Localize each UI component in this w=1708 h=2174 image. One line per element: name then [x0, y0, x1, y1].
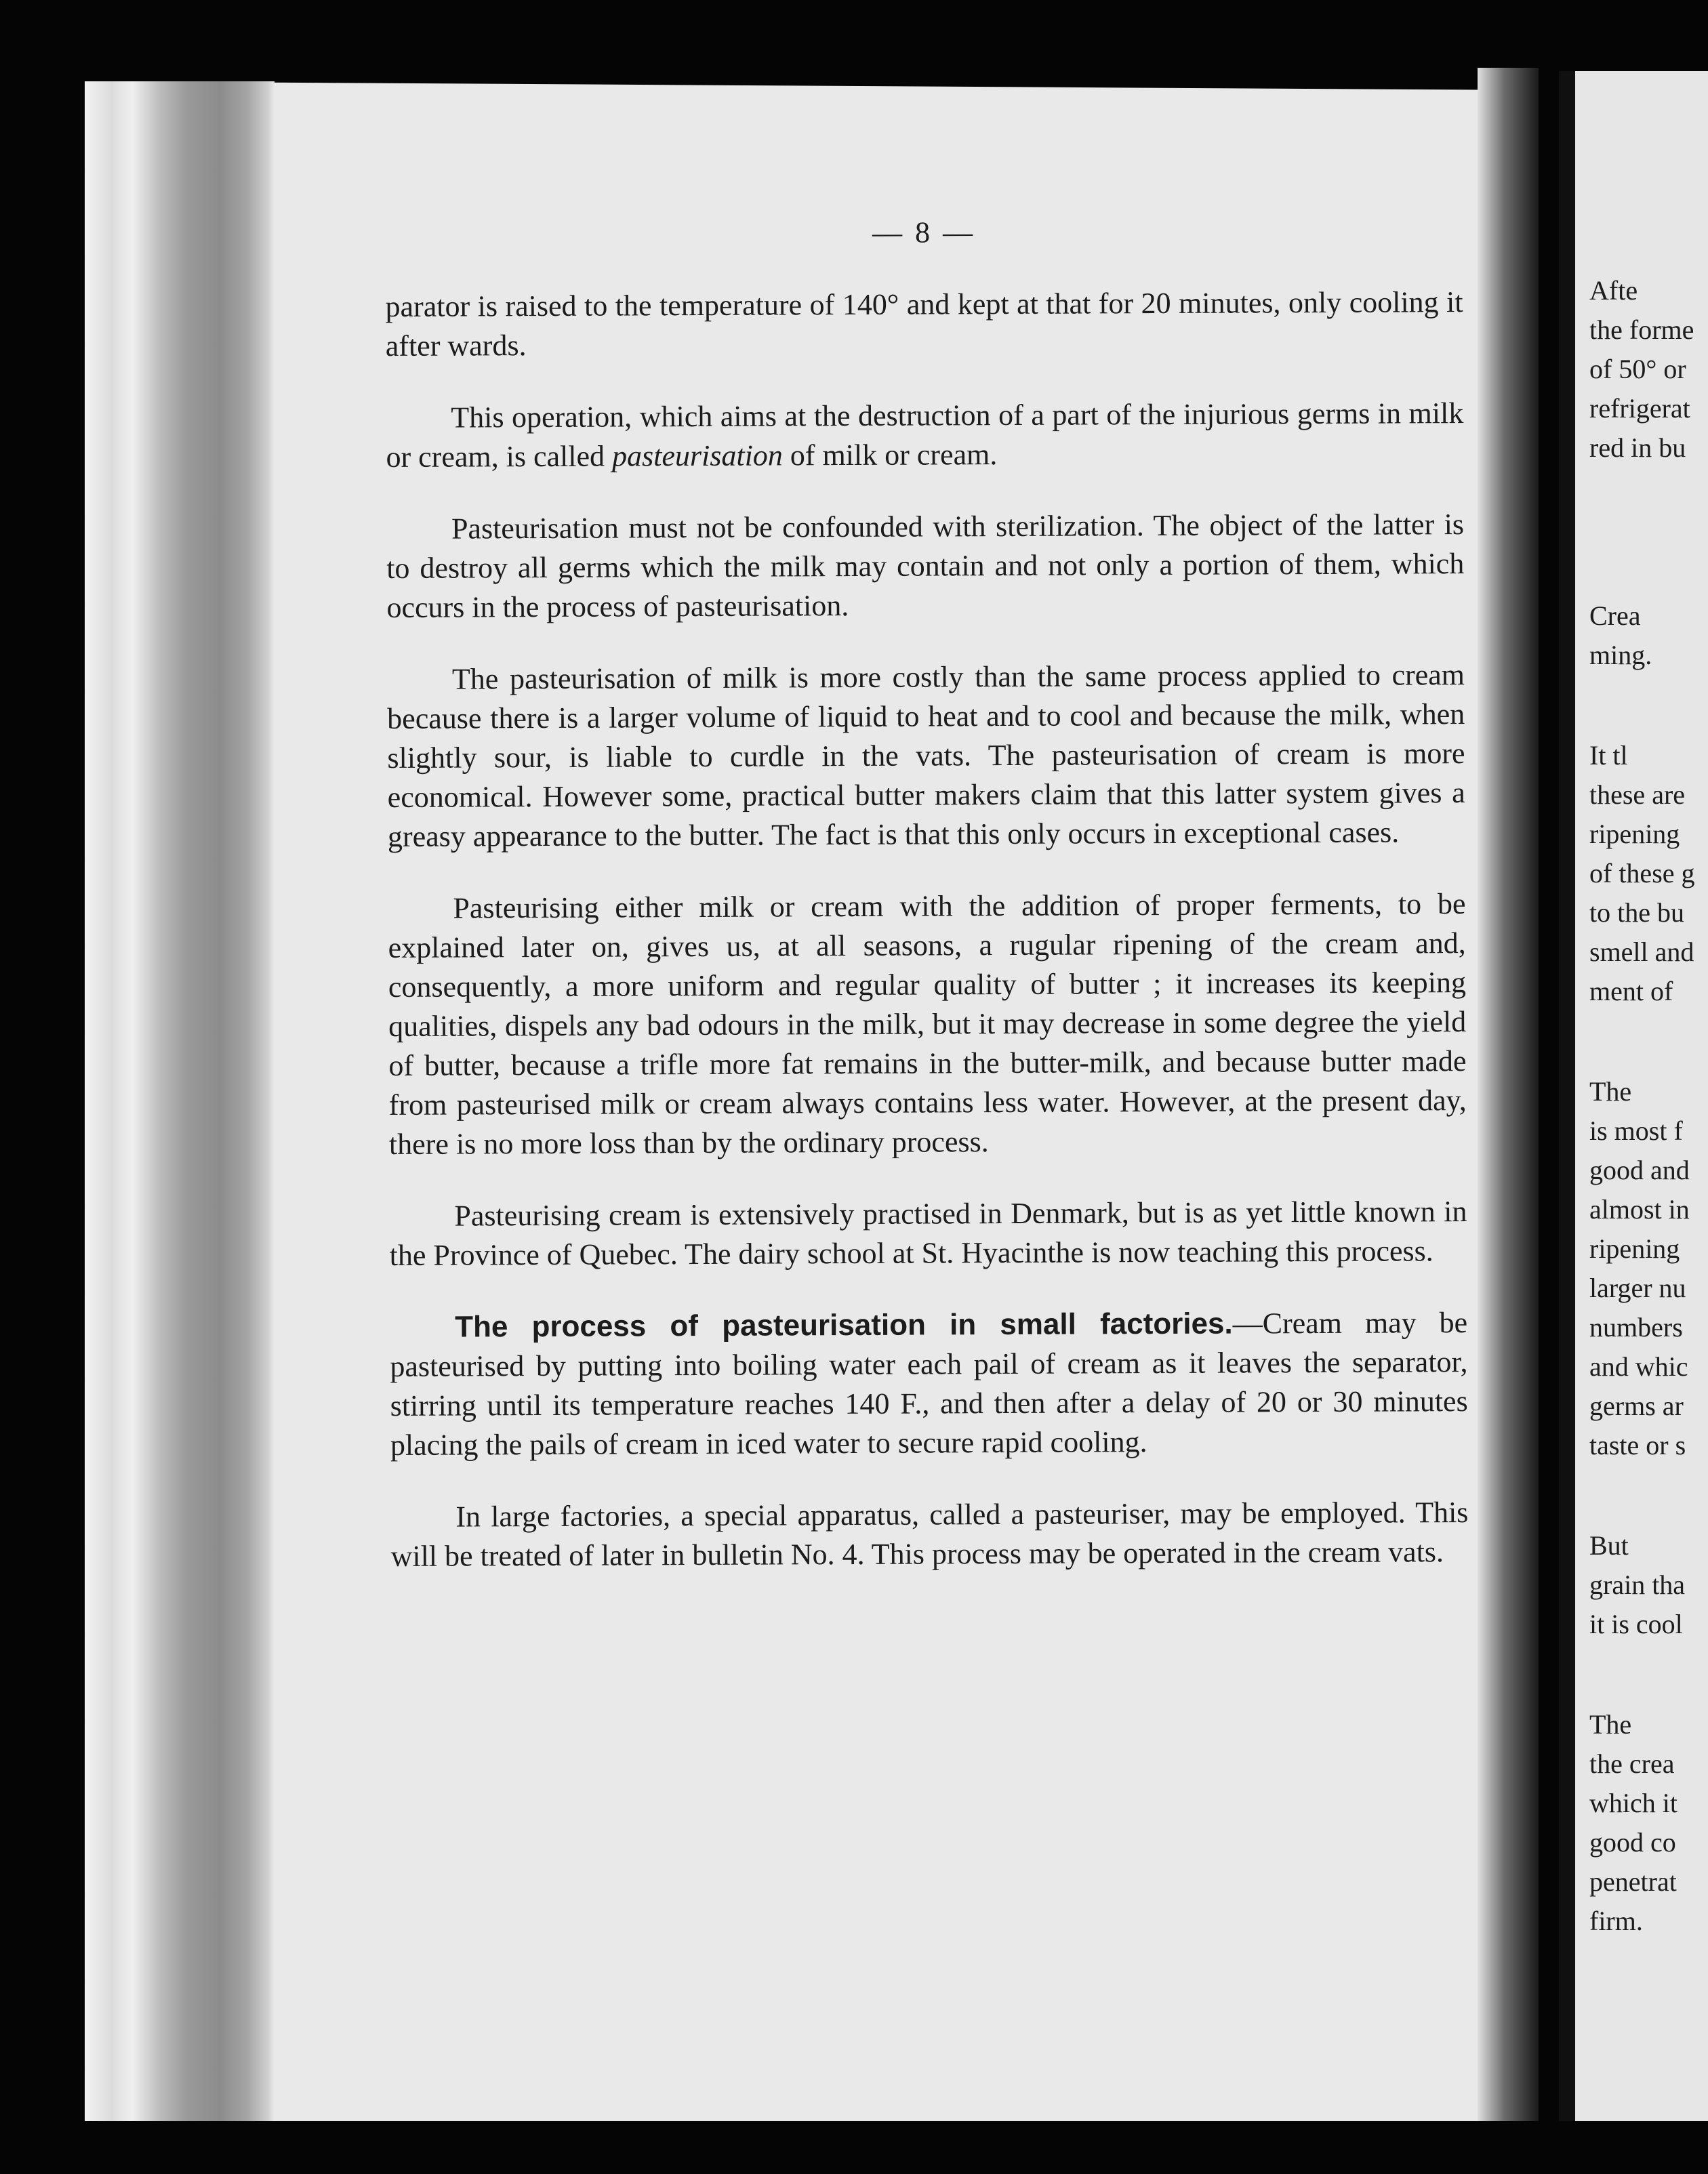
- right-line: ripening: [1589, 1233, 1680, 1264]
- right-line: and whic: [1589, 1351, 1688, 1382]
- right-page-text-fragment: [1589, 271, 1708, 1941]
- right-line: The: [1589, 1709, 1632, 1740]
- paragraph-4: The pasteurisation of milk is more costly than the same process applied to cream because there is a larger volume of liquid to heat and to cool and because the milk, when slightly sour, is liable to curdle in the vats. The pasteurisation of cream is more economical. However some, practical butter makers claim that this latter system gives a greasy appearance to the butter. The fact is that this only occurs in exceptional cases.: [387, 658, 1465, 853]
- page-number: — 8 —: [872, 216, 976, 249]
- right-line: taste or s: [1589, 1430, 1686, 1460]
- scan-border-top: [0, 0, 1708, 75]
- right-line: ripening: [1589, 819, 1680, 849]
- paragraph-7: [390, 1303, 1468, 1465]
- right-line: Afte: [1589, 275, 1638, 306]
- right-line: refrigerat: [1589, 393, 1690, 424]
- paragraph-7-body: —Cream may be pasteurised by putting into boiling water each pail of cream as it leaves the separator, stirring until its temperature reaches 140 F., and then after a delay of 20 or 30 minutes placing the pails of cream in iced water to secure rapid cooling.: [390, 1306, 1468, 1462]
- right-line: But: [1589, 1530, 1629, 1561]
- page-edge-stack: [85, 81, 274, 2121]
- right-line: good co: [1589, 1827, 1676, 1858]
- right-line: of 50° or: [1589, 354, 1686, 384]
- right-line: red in bu: [1589, 432, 1686, 463]
- right-line: which it: [1589, 1788, 1678, 1818]
- section-heading: The process of pasteurisation in small factories.: [455, 1307, 1233, 1344]
- right-line: It tl: [1589, 740, 1628, 771]
- paragraph-2: [386, 394, 1463, 477]
- paragraph-2-end: of milk or cream.: [782, 438, 998, 472]
- paragraph-6: Pasteurising cream is extensively practised in Denmark, but is as yet little known in the Province of Quebec. The dairy school at St. Hyacinthe is now teaching this process.: [389, 1195, 1467, 1272]
- right-line: it is cool: [1589, 1609, 1683, 1639]
- right-line: to the bu: [1589, 897, 1684, 928]
- right-line: larger nu: [1589, 1273, 1686, 1303]
- right-line: grain tha: [1589, 1570, 1686, 1600]
- paragraph-3: Pasteurisation must not be confounded with sterilization. The object of the latter is to destroy all germs which the milk may contain and not only a portion of them, which occurs in the process of pasteurisation.: [386, 508, 1465, 624]
- right-line: germs ar: [1589, 1391, 1684, 1421]
- scan-border-bottom: [0, 2121, 1708, 2174]
- paragraph-5: Pasteurising either milk or cream with the addition of proper ferments, to be explained later on, gives us, at all seasons, a rugular ripening of the cream and, consequently, a more uniform and regular quality of butter ; it increases its keeping qualities, dispels any bad odours in the milk, but it may decrease in some degree the yield of butter, because a trifle more fat remains in the butter-milk, and because butter made from pasteurised milk or cream always contains less water. However, at the present day, there is no more loss than by the ordinary process.: [388, 887, 1467, 1161]
- right-line: Crea: [1589, 600, 1641, 631]
- paragraph-2-start: This operation, which aims at the destruction of a part of the injurious germs in milk or cream, is called: [386, 396, 1464, 474]
- right-line: ming.: [1589, 640, 1652, 670]
- right-line: smell and: [1589, 937, 1694, 967]
- right-line: good and: [1589, 1155, 1690, 1185]
- paragraph-1: parator is raised to the temperature of 140° and kept at that for 20 minutes, only cooling it after wards.: [385, 285, 1463, 363]
- right-line: is most f: [1589, 1115, 1683, 1146]
- right-line: the crea: [1589, 1748, 1675, 1779]
- right-line: numbers: [1589, 1312, 1683, 1342]
- italic-term: pasteurisation: [611, 438, 783, 473]
- right-line: penetrat: [1589, 1866, 1677, 1897]
- right-line: firm.: [1589, 1906, 1643, 1936]
- right-line: of these g: [1589, 858, 1695, 888]
- right-line: almost in: [1589, 1194, 1690, 1225]
- left-page-text: [385, 211, 1469, 1609]
- right-line: ment of: [1589, 976, 1673, 1006]
- right-line: the forme: [1589, 314, 1694, 345]
- right-line: The: [1589, 1076, 1632, 1107]
- paragraph-8: In large factories, a special apparatus, called a pasteuriser, may be employed. This will be treated of later in bulletin No. 4. This process may be operated in the cream vats.: [390, 1496, 1469, 1573]
- right-line: these are: [1589, 779, 1686, 810]
- gutter-shadow: [1478, 68, 1539, 2121]
